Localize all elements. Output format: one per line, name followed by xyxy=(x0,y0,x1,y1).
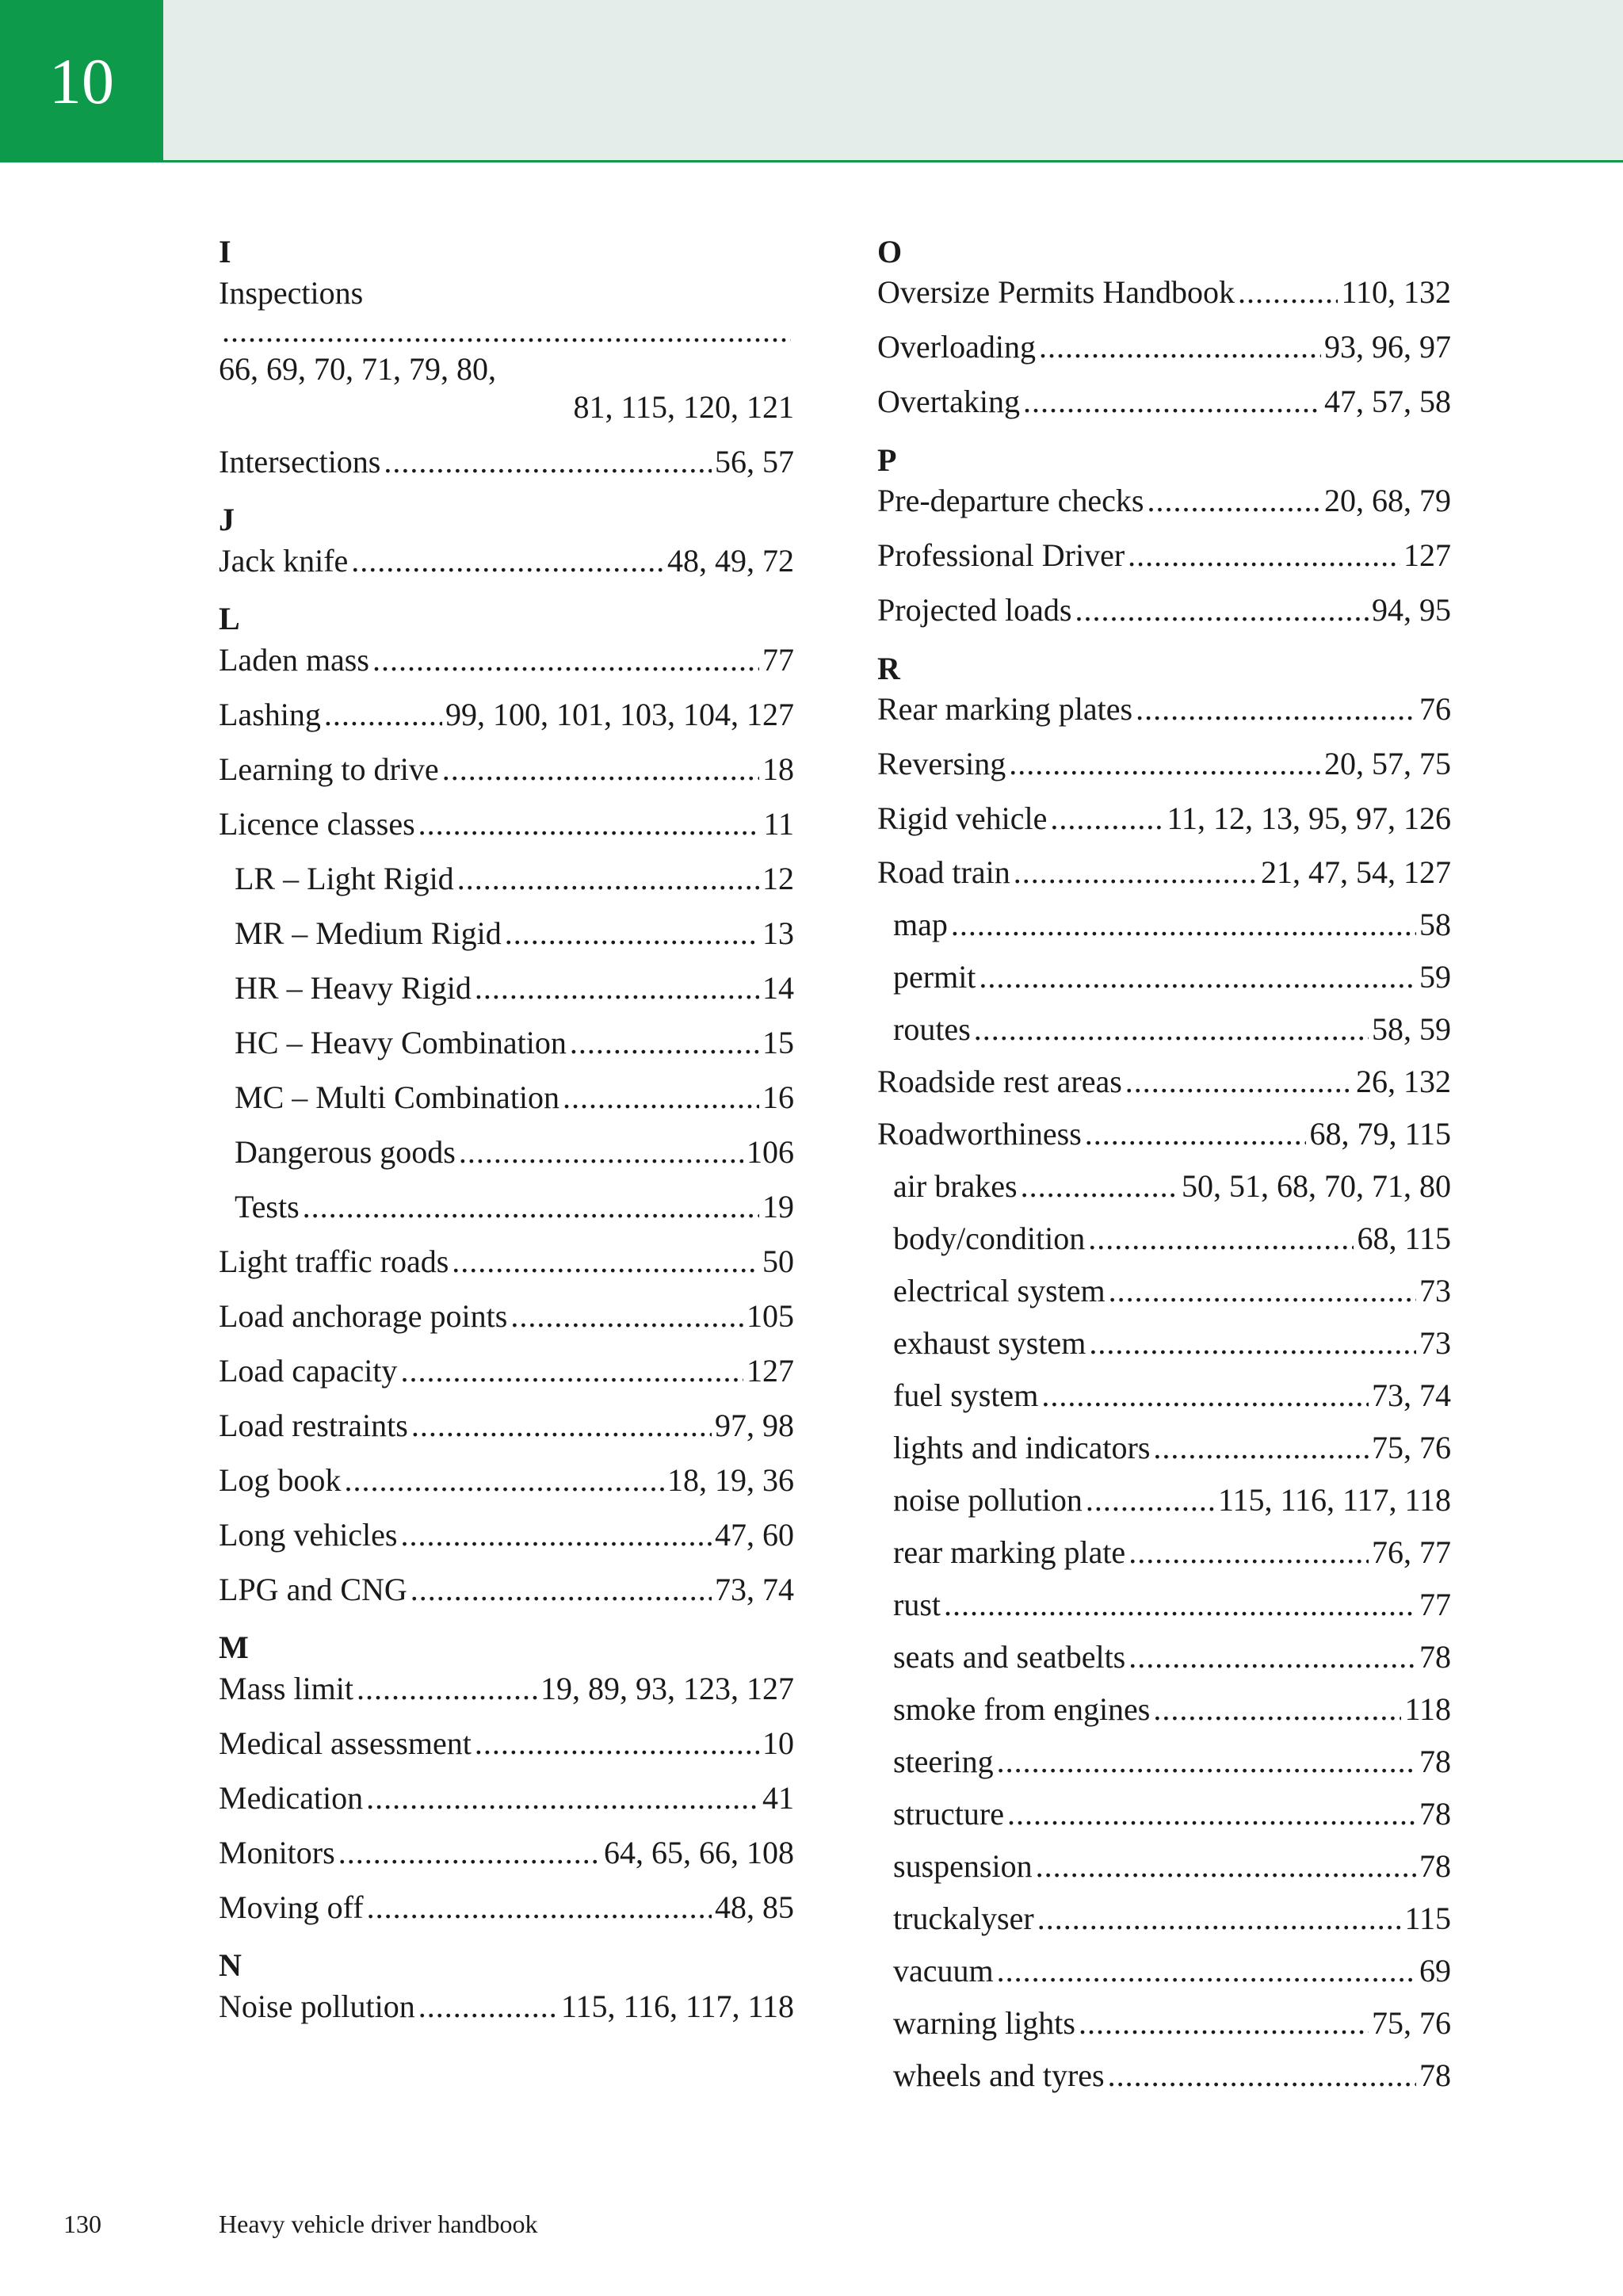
leader-dots xyxy=(1153,1431,1369,1465)
leader-dots xyxy=(442,751,759,789)
index-pages: 110, 132 xyxy=(1341,274,1451,310)
index-subentry xyxy=(877,1378,1451,1413)
leader-dots xyxy=(997,1744,1416,1779)
leader-dots xyxy=(1238,274,1338,311)
leader-dots xyxy=(1050,800,1163,837)
leader-dots xyxy=(1128,537,1400,574)
index-subentry xyxy=(877,1535,1451,1570)
leader-dots xyxy=(1089,1326,1416,1361)
index-entry xyxy=(877,537,1451,574)
index-pages: 78 xyxy=(1419,1639,1451,1675)
leader-dots xyxy=(384,443,712,481)
index-term: structure xyxy=(893,1796,1004,1832)
index-pages: 94, 95 xyxy=(1372,592,1451,628)
index-term: Dangerous goods xyxy=(235,1134,456,1170)
leader-dots xyxy=(1021,1169,1178,1204)
index-term: suspension xyxy=(893,1848,1033,1884)
index-term: wheels and tyres xyxy=(893,2057,1105,2093)
index-pages: 73 xyxy=(1419,1325,1451,1361)
index-term: LPG and CNG xyxy=(219,1572,407,1607)
index-subentry xyxy=(877,2058,1451,2093)
leader-dots xyxy=(401,1516,712,1554)
index-pages: 11 xyxy=(763,806,794,842)
index-letter-heading: O xyxy=(877,234,903,269)
index-subentry xyxy=(877,960,1451,995)
index-entry xyxy=(877,1064,1451,1099)
index-term: Pre-departure checks xyxy=(877,483,1144,518)
index-pages: 68, 115 xyxy=(1357,1221,1451,1256)
leader-dots xyxy=(1088,1221,1354,1256)
index-term: vacuum xyxy=(893,1953,994,1988)
index-column-left xyxy=(219,230,794,2042)
book-title: Heavy vehicle driver handbook xyxy=(219,2210,538,2238)
leader-dots xyxy=(570,1024,759,1062)
index-entry xyxy=(219,641,794,679)
index-subentry xyxy=(877,1012,1451,1047)
index-pages: 68, 79, 115 xyxy=(1309,1116,1451,1152)
index-term: Load anchorage points xyxy=(219,1298,508,1334)
index-pages: 76, 77 xyxy=(1372,1534,1451,1570)
index-pages: 41 xyxy=(762,1780,794,1816)
index-pages: 99, 100, 101, 103, 104, 127 xyxy=(445,697,794,732)
index-term: Mass limit xyxy=(219,1671,354,1706)
leader-dots xyxy=(974,1012,1369,1047)
index-pages: 127 xyxy=(747,1353,794,1389)
index-entry xyxy=(219,1834,794,1872)
index-entry xyxy=(219,1516,794,1554)
leader-dots xyxy=(1125,1064,1353,1099)
leader-dots xyxy=(510,1297,743,1335)
index-pages: 75, 76 xyxy=(1372,1430,1451,1465)
index-pages: 93, 96, 97 xyxy=(1324,329,1451,365)
index-entry xyxy=(877,483,1451,519)
index-term: lights and indicators xyxy=(893,1430,1151,1465)
index-term: Reversing xyxy=(877,746,1006,781)
leader-dots xyxy=(418,805,761,843)
index-pages: 13 xyxy=(762,915,794,951)
leader-dots xyxy=(1109,1274,1416,1308)
index-entry xyxy=(877,691,1451,728)
index-pages: 10 xyxy=(762,1725,794,1761)
index-pages: 76 xyxy=(1419,691,1451,727)
index-pages: 11, 12, 13, 95, 97, 126 xyxy=(1167,800,1451,836)
index-term: Lashing xyxy=(219,697,321,732)
index-entry xyxy=(219,443,794,481)
index-term: Overtaking xyxy=(877,384,1020,419)
index-pages: 58, 59 xyxy=(1372,1011,1451,1047)
leader-dots xyxy=(222,312,791,350)
index-pages: 77 xyxy=(762,642,794,678)
leader-dots xyxy=(1128,1535,1369,1570)
leader-dots xyxy=(452,1243,759,1281)
index-entry xyxy=(219,1725,794,1763)
index-pages: 115, 116, 117, 118 xyxy=(560,1988,794,2024)
index-pages: 77 xyxy=(1419,1587,1451,1622)
index-term: Tests xyxy=(235,1189,300,1224)
index-term: body/condition xyxy=(893,1221,1086,1256)
index-term: Load restraints xyxy=(219,1408,408,1443)
index-subentry xyxy=(219,860,794,898)
index-pages-continued: 81, 115, 120, 121 xyxy=(573,389,794,425)
leader-dots xyxy=(563,1079,759,1117)
index-entry xyxy=(877,746,1451,782)
index-term: Roadside rest areas xyxy=(877,1064,1122,1099)
leader-dots xyxy=(1007,1797,1416,1832)
index-subentry xyxy=(877,2006,1451,2041)
index-entry xyxy=(877,329,1451,365)
leader-dots xyxy=(1075,592,1369,628)
index-pages: 58 xyxy=(1419,907,1451,942)
leader-dots xyxy=(411,1571,712,1609)
index-subentry xyxy=(877,1640,1451,1675)
index-subentry xyxy=(877,1587,1451,1622)
index-pages: 15 xyxy=(762,1025,794,1060)
index-term: smoke from engines xyxy=(893,1691,1151,1727)
index-term: Noise pollution xyxy=(219,1988,415,2024)
index-subentry xyxy=(877,907,1451,942)
index-term: Intersections xyxy=(219,444,381,479)
chapter-number: 10 xyxy=(0,0,163,162)
index-term: map xyxy=(893,907,948,942)
index-subentry xyxy=(219,969,794,1007)
index-entry xyxy=(219,1670,794,1708)
index-term: rear marking plate xyxy=(893,1534,1126,1570)
index-letter-heading: R xyxy=(877,651,900,686)
leader-dots xyxy=(1036,1849,1416,1884)
leader-dots xyxy=(1041,1378,1369,1413)
leader-dots xyxy=(366,1779,759,1817)
index-pages: 20, 68, 79 xyxy=(1324,483,1451,518)
index-entry xyxy=(219,1461,794,1499)
index-term: Light traffic roads xyxy=(219,1244,449,1279)
index-pages: 21, 47, 54, 127 xyxy=(1261,854,1451,890)
leader-dots xyxy=(457,860,759,898)
index-pages: 14 xyxy=(762,970,794,1006)
index-pages: 78 xyxy=(1419,2057,1451,2093)
leader-dots xyxy=(1136,691,1416,728)
index-term: permit xyxy=(893,959,976,995)
index-subentry xyxy=(219,915,794,953)
index-pages: 78 xyxy=(1419,1796,1451,1832)
index-term: Medical assessment xyxy=(219,1725,472,1761)
leader-dots xyxy=(505,915,759,953)
index-pages: 48, 49, 72 xyxy=(667,543,794,579)
index-term: seats and seatbelts xyxy=(893,1639,1126,1675)
index-subentry xyxy=(877,1849,1451,1884)
index-pages: 64, 65, 66, 108 xyxy=(604,1835,794,1870)
index-term: fuel system xyxy=(893,1377,1039,1413)
index-term: electrical system xyxy=(893,1273,1106,1308)
leader-dots xyxy=(1039,329,1321,365)
index-term: Projected loads xyxy=(877,592,1072,628)
index-pages: 78 xyxy=(1419,1848,1451,1884)
index-pages: 105 xyxy=(747,1298,794,1334)
index-term: air brakes xyxy=(893,1168,1018,1204)
index-entry xyxy=(219,751,794,789)
index-subentry xyxy=(877,1169,1451,1204)
leader-dots xyxy=(1023,384,1321,420)
index-pages: 106 xyxy=(747,1134,794,1170)
leader-dots xyxy=(459,1133,743,1171)
index-letter-heading: P xyxy=(877,442,897,478)
index-entry xyxy=(877,800,1451,837)
index-entry xyxy=(219,696,794,734)
index-column-right xyxy=(877,230,1451,2111)
leader-dots xyxy=(1153,1692,1401,1727)
index-pages: 47, 57, 58 xyxy=(1324,384,1451,419)
index-subentry xyxy=(219,1024,794,1062)
index-pages: 19, 89, 93, 123, 127 xyxy=(540,1671,794,1706)
index-term: Rigid vehicle xyxy=(877,800,1048,836)
index-subentry xyxy=(877,1744,1451,1779)
index-pages: 69 xyxy=(1419,1953,1451,1988)
leader-dots xyxy=(367,1889,712,1927)
leader-dots xyxy=(411,1407,712,1445)
index-entry xyxy=(219,1779,794,1817)
index-term: LR – Light Rigid xyxy=(235,861,454,896)
index-letter-heading: N xyxy=(219,1947,242,1983)
index-entry xyxy=(219,1297,794,1335)
leader-dots xyxy=(944,1587,1416,1622)
index-pages: 73, 74 xyxy=(715,1572,794,1607)
index-term: warning lights xyxy=(893,2005,1075,2041)
index-pages: 56, 57 xyxy=(715,444,794,479)
index-entry xyxy=(219,805,794,843)
leader-dots xyxy=(1086,1483,1215,1518)
index-term: Medication xyxy=(219,1780,364,1816)
index-term: Inspections xyxy=(219,275,364,311)
index-term: Moving off xyxy=(219,1889,364,1925)
index-entry xyxy=(219,1988,794,2026)
index-entry xyxy=(219,1407,794,1445)
index-term: Licence classes xyxy=(219,806,415,842)
leader-dots xyxy=(1128,1640,1416,1675)
index-letter-heading: J xyxy=(219,502,235,537)
leader-dots xyxy=(951,907,1416,942)
leader-dots xyxy=(1085,1117,1307,1152)
leader-dots xyxy=(338,1834,601,1872)
index-term: steering xyxy=(893,1744,994,1779)
leader-dots xyxy=(357,1670,537,1708)
index-term: HC – Heavy Combination xyxy=(235,1025,567,1060)
leader-dots xyxy=(372,641,759,679)
leader-dots xyxy=(303,1188,759,1226)
index-term: Laden mass xyxy=(219,642,369,678)
index-term: Load capacity xyxy=(219,1353,398,1389)
index-entry xyxy=(219,1889,794,1927)
index-entry xyxy=(877,1117,1451,1152)
index-subentry xyxy=(877,1901,1451,1936)
index-entry xyxy=(877,592,1451,628)
index-subentry xyxy=(877,1274,1451,1308)
index-pages: 97, 98 xyxy=(715,1408,794,1443)
leader-dots xyxy=(1079,2006,1369,2041)
leader-dots xyxy=(351,542,664,580)
index-term: routes xyxy=(893,1011,971,1047)
index-entry xyxy=(877,855,1451,890)
leader-dots xyxy=(324,696,442,734)
index-pages: 47, 60 xyxy=(715,1517,794,1553)
index-term: rust xyxy=(893,1587,941,1622)
leader-dots xyxy=(400,1352,743,1390)
index-pages: 48, 85 xyxy=(715,1889,794,1925)
index-pages: 50, 51, 68, 70, 71, 80 xyxy=(1182,1168,1451,1204)
leader-dots xyxy=(997,1954,1416,1988)
index-pages: 115 xyxy=(1404,1901,1451,1936)
index-entry xyxy=(219,1571,794,1609)
index-letter-heading: M xyxy=(219,1629,249,1665)
index-pages: 26, 132 xyxy=(1356,1064,1451,1099)
index-pages: 19 xyxy=(762,1189,794,1224)
index-subentry xyxy=(877,1326,1451,1361)
index-entry xyxy=(219,1243,794,1281)
index-term: Long vehicles xyxy=(219,1517,398,1553)
index-entry xyxy=(219,274,794,426)
index-pages: 78 xyxy=(1419,1744,1451,1779)
index-subentry xyxy=(877,1954,1451,1988)
index-pages: 115, 116, 117, 118 xyxy=(1217,1482,1451,1518)
index-letter-heading: I xyxy=(219,234,231,269)
index-term: Road train xyxy=(877,854,1010,890)
leader-dots xyxy=(1009,746,1321,782)
index-entry xyxy=(877,274,1451,311)
index-term: MR – Medium Rigid xyxy=(235,915,502,951)
index-term: exhaust system xyxy=(893,1325,1086,1361)
index-term: HR – Heavy Rigid xyxy=(235,970,472,1006)
index-term: noise pollution xyxy=(893,1482,1083,1518)
leader-dots xyxy=(1147,483,1321,519)
leader-dots xyxy=(1014,855,1258,890)
header-band xyxy=(0,0,1623,162)
leader-dots xyxy=(475,969,759,1007)
index-pages: 73 xyxy=(1419,1273,1451,1308)
index-pages: 75, 76 xyxy=(1372,2005,1451,2041)
index-subentry xyxy=(877,1221,1451,1256)
index-pages: 50 xyxy=(762,1244,794,1279)
index-subentry xyxy=(219,1079,794,1117)
leader-dots xyxy=(1108,2058,1416,2093)
index-entry xyxy=(219,542,794,580)
index-term: Roadworthiness xyxy=(877,1116,1082,1152)
index-term: Monitors xyxy=(219,1835,335,1870)
index-subentry xyxy=(877,1692,1451,1727)
index-pages: 127 xyxy=(1403,537,1451,573)
index-entry xyxy=(219,1352,794,1390)
index-term: Professional Driver xyxy=(877,537,1125,573)
index-subentry xyxy=(877,1797,1451,1832)
index-subentry xyxy=(877,1483,1451,1518)
index-subentry xyxy=(877,1431,1451,1465)
index-term: MC – Multi Combination xyxy=(235,1079,560,1115)
index-letter-heading: L xyxy=(219,601,240,636)
index-term: Learning to drive xyxy=(219,751,439,787)
leader-dots xyxy=(475,1725,759,1763)
index-term: Jack knife xyxy=(219,543,349,579)
leader-dots xyxy=(418,1988,558,2026)
index-entry xyxy=(877,384,1451,420)
leader-dots xyxy=(979,960,1416,995)
index-pages: 59 xyxy=(1419,959,1451,995)
index-term: Rear marking plates xyxy=(877,691,1133,727)
index-pages: 18, 19, 36 xyxy=(667,1462,794,1498)
index-term: Overloading xyxy=(877,329,1036,365)
index-pages: 12 xyxy=(762,861,794,896)
index-pages: 66, 69, 70, 71, 79, 80, xyxy=(219,351,496,387)
index-pages: 20, 57, 75 xyxy=(1324,746,1451,781)
index-pages: 18 xyxy=(762,751,794,787)
index-term: Log book xyxy=(219,1462,342,1498)
index-term: Oversize Permits Handbook xyxy=(877,274,1235,310)
leader-dots xyxy=(344,1461,664,1499)
index-pages: 73, 74 xyxy=(1372,1377,1451,1413)
index-pages: 16 xyxy=(762,1079,794,1115)
page-number: 130 xyxy=(63,2210,101,2238)
index-subentry xyxy=(219,1188,794,1226)
index-subentry xyxy=(219,1133,794,1171)
leader-dots xyxy=(1037,1901,1402,1936)
index-term: truckalyser xyxy=(893,1901,1034,1936)
index-pages: 118 xyxy=(1404,1691,1451,1727)
